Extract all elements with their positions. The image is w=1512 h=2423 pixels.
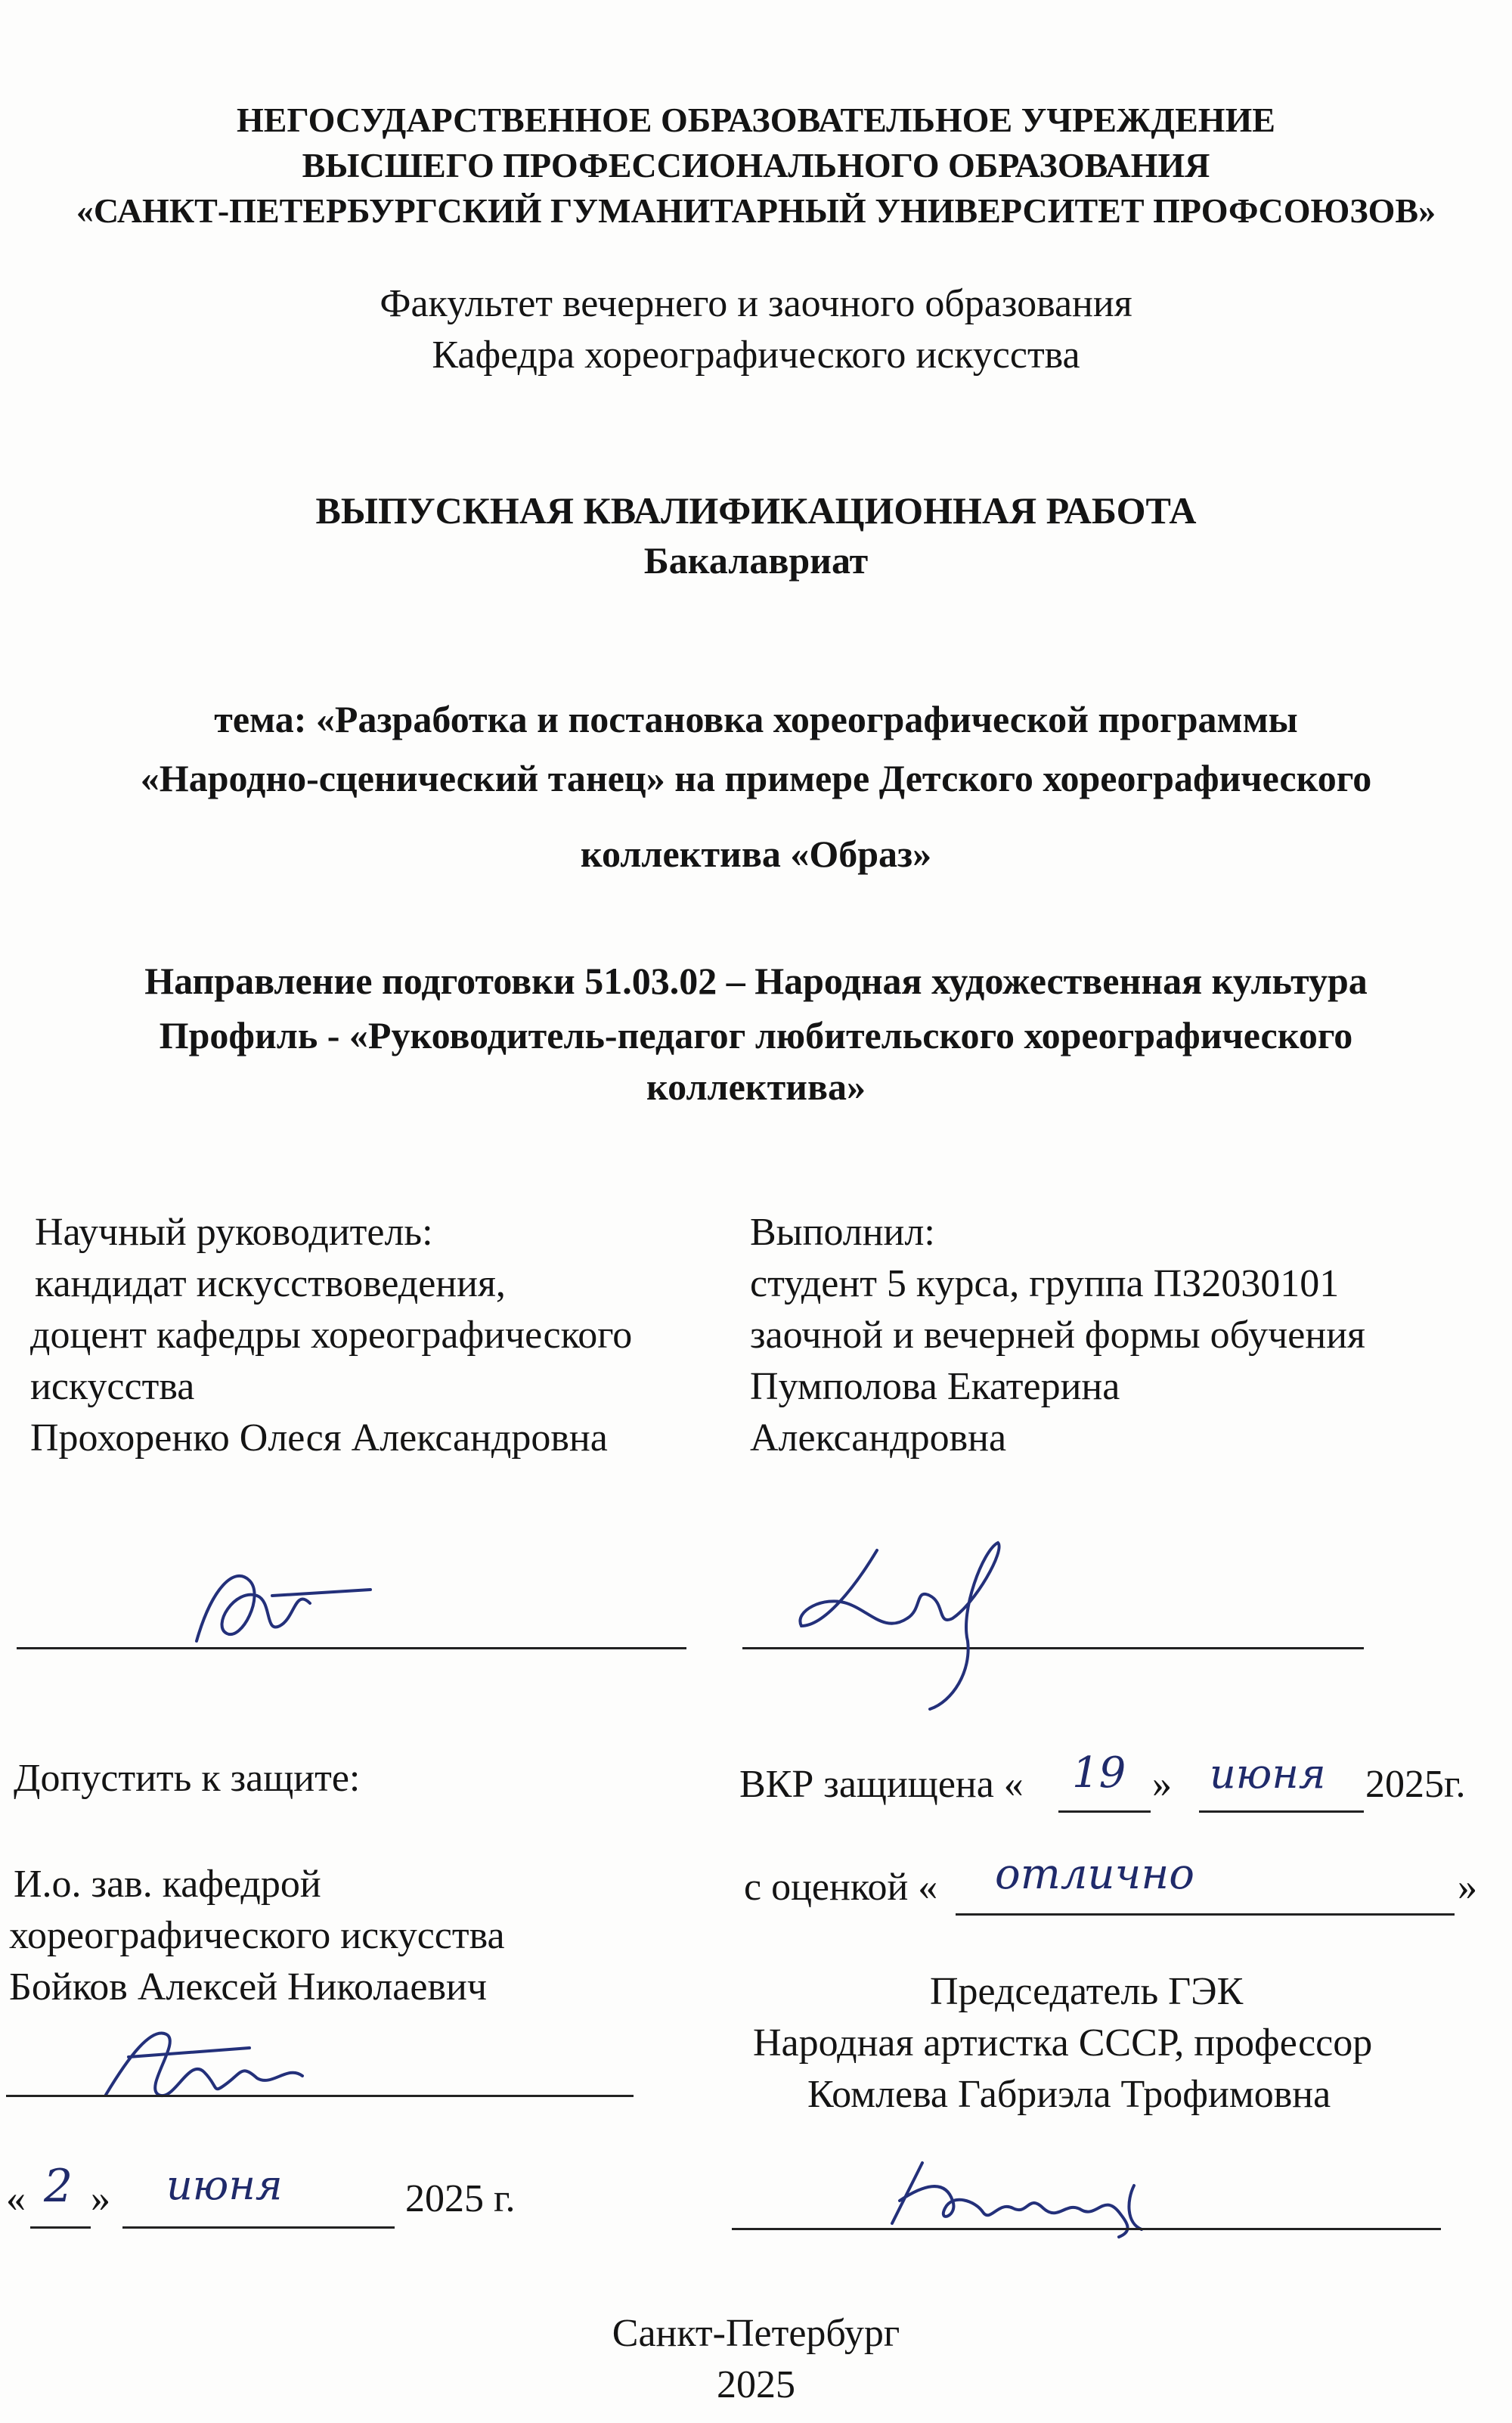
admission-date-day: 2 xyxy=(44,2160,73,2213)
chairman-name: Комлева Габриэла Трофимовна xyxy=(807,2073,1331,2116)
supervisor-signature xyxy=(181,1543,378,1664)
supervisor-name: Прохоренко Олеся Александровна xyxy=(30,1416,608,1460)
supervisor-position-cont: искусства xyxy=(30,1365,195,1408)
institution-line-2: ВЫСШЕГО ПРОФЕССИОНАЛЬНОГО ОБРАЗОВАНИЯ xyxy=(302,146,1210,185)
admission-date-close-quote: » xyxy=(91,2177,110,2220)
supervisor-heading: Научный руководитель: xyxy=(35,1211,433,1254)
student-name-line-1: Пумполова Екатерина xyxy=(750,1365,1120,1408)
defense-prefix: ВКР защищена « xyxy=(739,1763,1024,1806)
defense-close-quote: » xyxy=(1152,1763,1172,1806)
city: Санкт-Петербург xyxy=(612,2312,900,2355)
topic-line-2: «Народно-сценический танец» на примере Детского хореографического xyxy=(140,757,1372,799)
admission-day-line xyxy=(30,2226,91,2229)
faculty: Факультет вечернего и заочного образования xyxy=(380,282,1132,325)
student-name-line-2: Александровна xyxy=(750,1416,1007,1460)
year: 2025 xyxy=(717,2363,795,2406)
grade-prefix: с оценкой « xyxy=(744,1866,938,1909)
profile-line-2: коллектива» xyxy=(646,1066,866,1108)
admission-name: Бойков Алексей Николаевич xyxy=(9,1965,487,2009)
student-signature xyxy=(794,1520,1036,1717)
institution-line-3: «САНКТ-ПЕТЕРБУРГСКИЙ ГУМАНИТАРНЫЙ УНИВЕРСИТЕТ ПРОФСОЮЗОВ» xyxy=(76,191,1436,230)
supervisor-position: доцент кафедры хореографического xyxy=(30,1314,633,1357)
grade-line xyxy=(956,1913,1455,1916)
topic-line-1: тема: «Разработка и постановка хореографической программы xyxy=(214,698,1298,740)
defense-month: июня xyxy=(1210,1750,1326,1798)
admission-month-line xyxy=(122,2226,395,2229)
defense-day: 19 xyxy=(1072,1748,1126,1798)
profile-line-1: Профиль - «Руководитель-педагог любительского хореографического xyxy=(159,1014,1353,1056)
admission-date-year: 2025 г. xyxy=(405,2177,516,2220)
supervisor-degree: кандидат искусствоведения, xyxy=(35,1262,506,1305)
chairman-title: Председатель ГЭК xyxy=(930,1970,1244,2013)
department: Кафедра хореографического искусства xyxy=(432,334,1080,377)
student-heading: Выполнил: xyxy=(750,1211,935,1254)
admission-date-open-quote: « xyxy=(6,2177,26,2220)
admission-position: И.о. зав. кафедрой xyxy=(14,1863,321,1906)
topic-line-3: коллектива «Образ» xyxy=(580,833,932,875)
defense-day-line xyxy=(1058,1810,1151,1813)
direction: Направление подготовки 51.03.02 – Народная художественная культура xyxy=(144,960,1368,1002)
defense-year: 2025г. xyxy=(1365,1763,1466,1806)
defense-month-line xyxy=(1199,1810,1364,1813)
grade-value: отлично xyxy=(995,1850,1194,1899)
student-course-group: студент 5 курса, группа ПЗ2030101 xyxy=(750,1262,1340,1305)
admission-date-month: июня xyxy=(166,2161,283,2209)
admission-department: хореографического искусства xyxy=(9,1914,505,1957)
chairman-signature xyxy=(877,2140,1179,2246)
institution-line-1: НЕГОСУДАРСТВЕННОЕ ОБРАЗОВАТЕЛЬНОЕ УЧРЕЖДЕНИЕ xyxy=(236,101,1275,139)
head-signature-line xyxy=(6,2095,634,2097)
chairman-signature-line xyxy=(732,2228,1441,2230)
work-type: ВЫПУСКНАЯ КВАЛИФИКАЦИОННАЯ РАБОТА xyxy=(315,489,1197,532)
chairman-rank: Народная артистка СССР, профессор xyxy=(753,2021,1373,2065)
degree: Бакалавриат xyxy=(643,539,869,582)
grade-suffix: » xyxy=(1458,1866,1477,1909)
admission-heading: Допустить к защите: xyxy=(14,1757,361,1800)
student-study-form: заочной и вечерней формы обучения xyxy=(750,1314,1365,1357)
